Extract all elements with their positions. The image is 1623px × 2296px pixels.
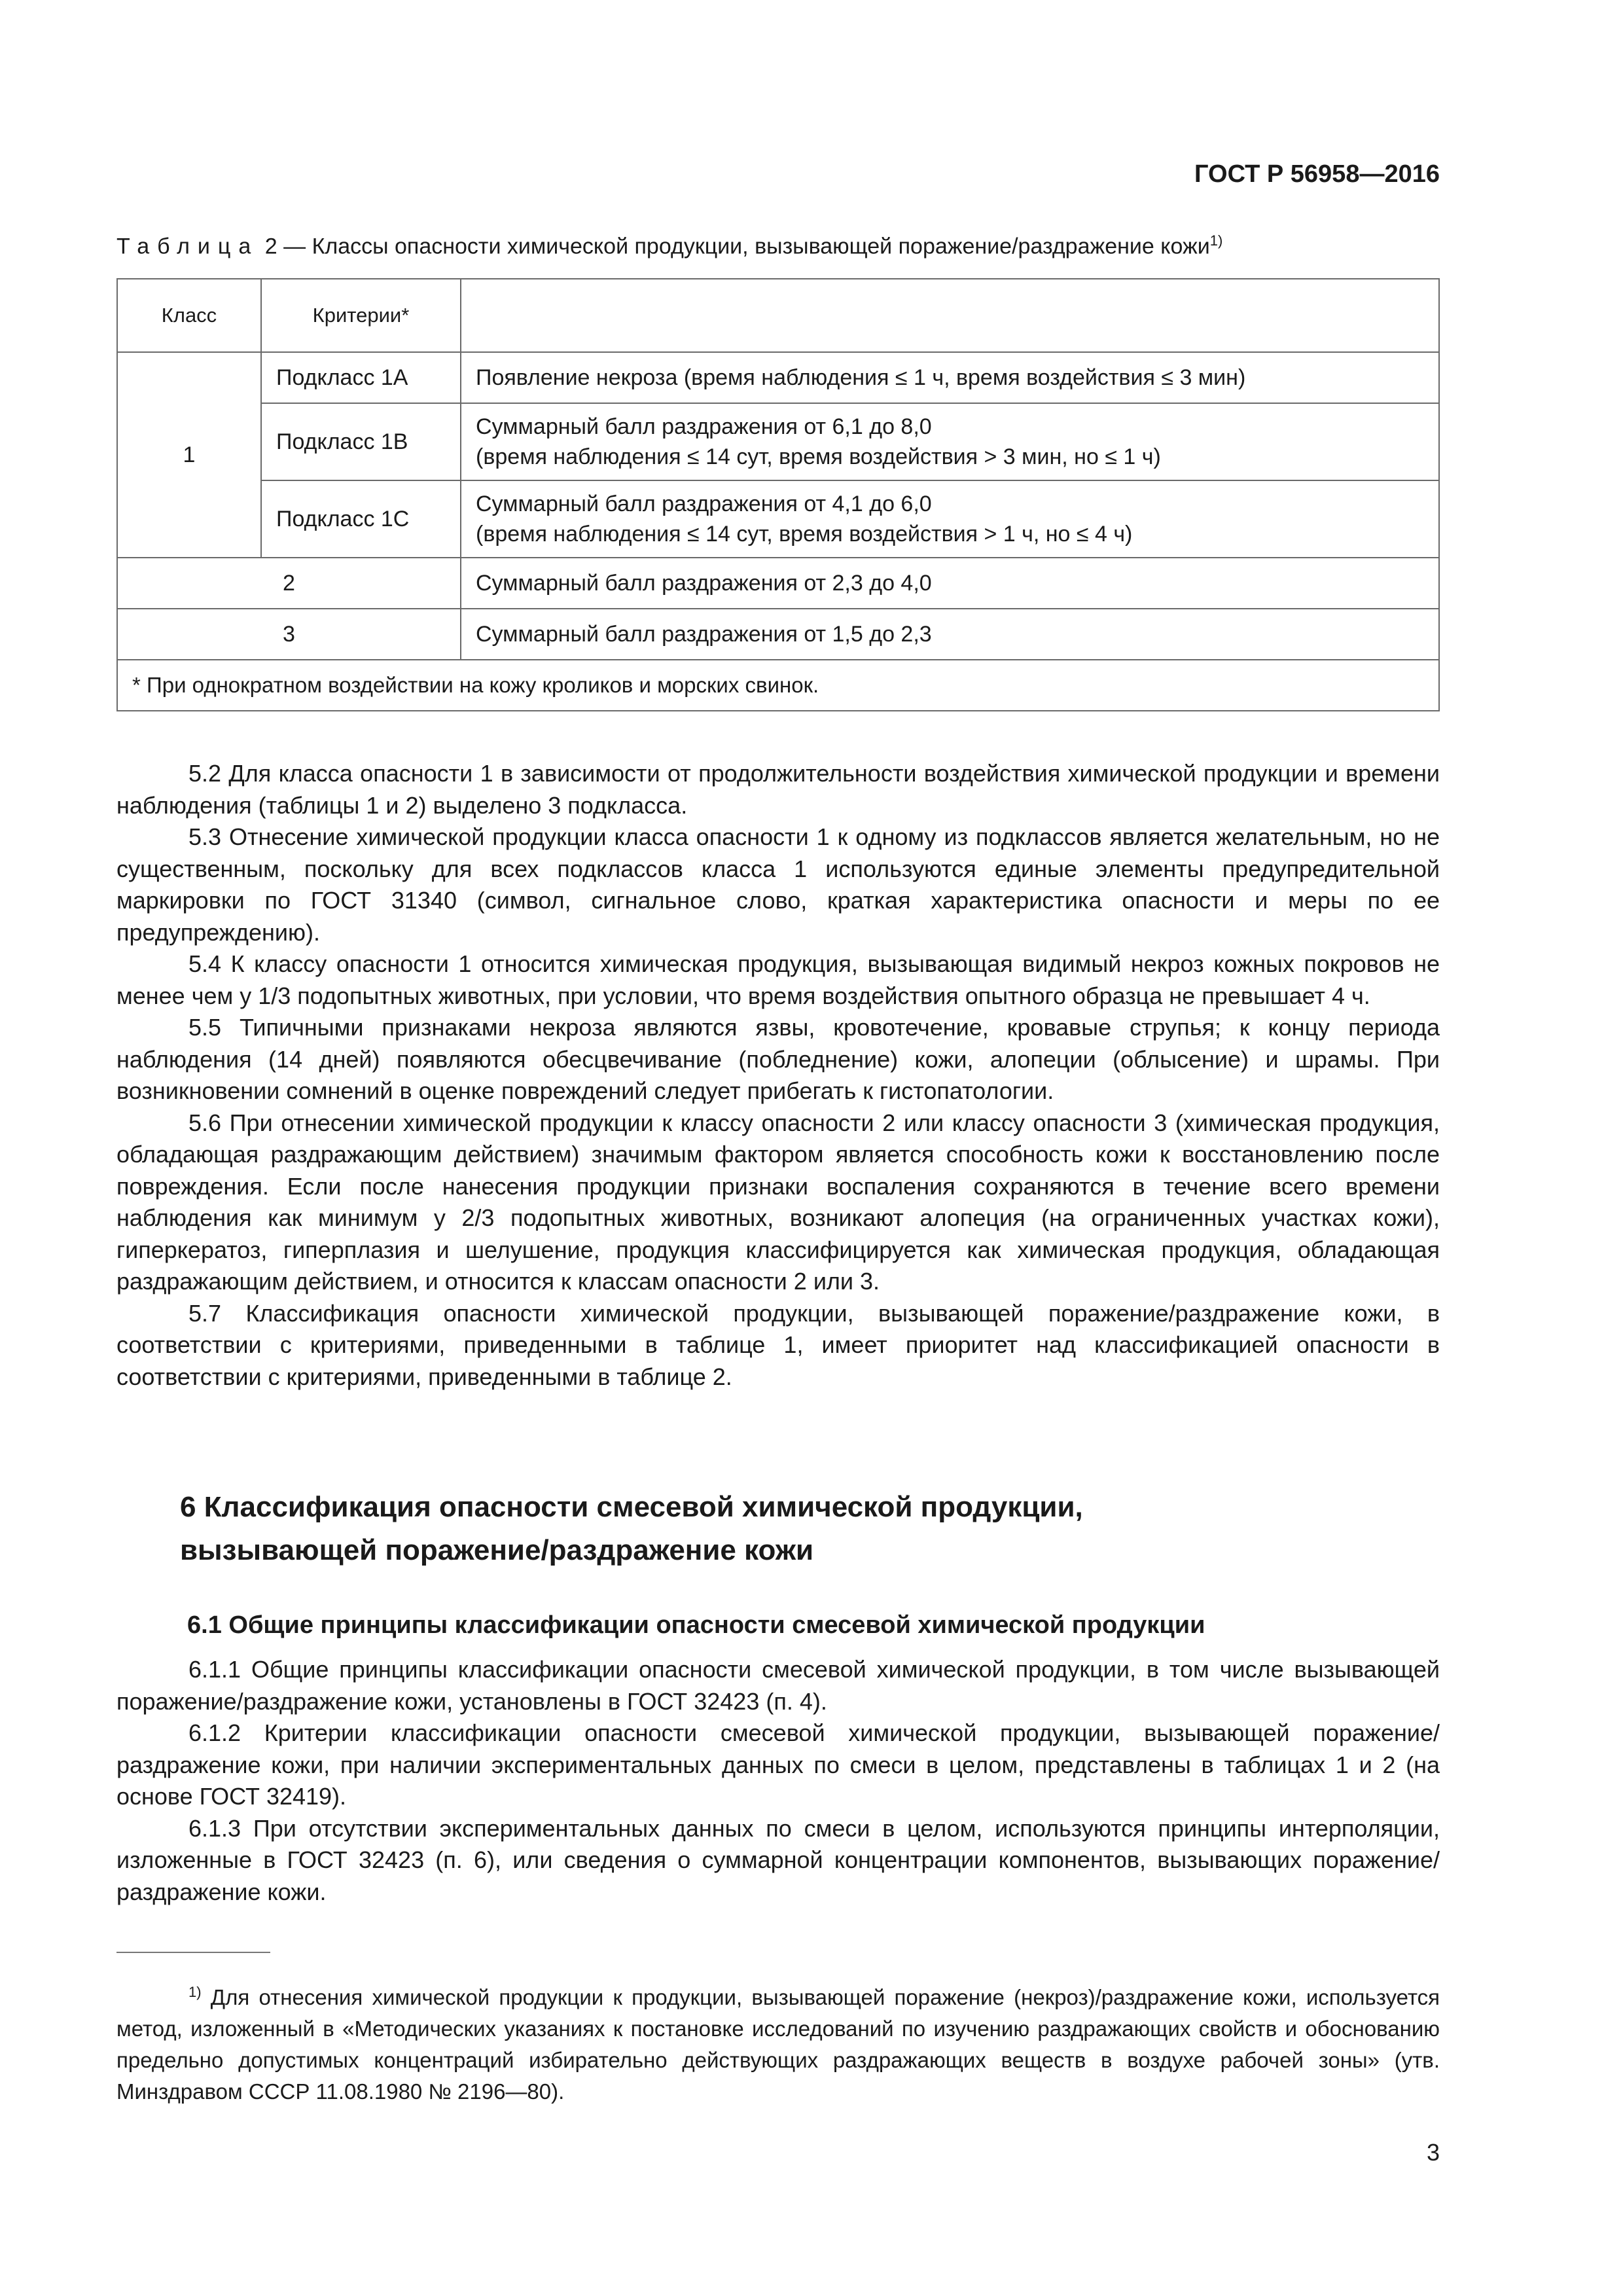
footnote-text: Для отнесения химической продукции к продукции, вызывающей поражение (некроз)/раздражение кожи, используется метод, изложенный в «Методических указаниях к постановке исследований по изучению раздражающих свойств и обоснованию предельно допустимых концентраций избирательно действующих раздражающих веществ в воздухе рабочей зоны» (утв. Минздравом СССР 11.08.1980 № 2196—80). [116,1985,1440,2104]
section-6-paragraphs [116,1654,1440,1908]
table-note-row [117,660,1439,711]
col-header-criteria: Критерии* [261,279,461,352]
page-number: 3 [1426,2139,1440,2166]
description-line: Суммарный балл раздражения от 4,1 до 6,0 [476,492,932,516]
subsection-6-1-title: 6.1 Общие принципы классификации опасности смесевой химической продукции [187,1611,1205,1639]
footnote [116,1977,1440,2108]
col-header-class: Класс [117,279,261,352]
table-row [117,558,1439,609]
table-row [117,352,1439,403]
paragraph-6-1-1: 6.1.1 Общие принципы классификации опасности смесевой химической продукции, в том числе вызывающей поражение/раздражение кожи, установлены в ГОСТ 32423 (п. 4). [116,1656,1440,1715]
document-designation: ГОСТ Р 56958—2016 [1194,160,1440,188]
class-2-cell: 2 [117,558,461,609]
class-1-cell: 1 [117,352,261,558]
table-header-row [117,279,1439,352]
subclass-label: Подкласс 1С [261,480,461,558]
description-line: (время наблюдения ≤ 14 сут, время воздействия > 3 мин, но ≤ 1 ч) [476,444,1161,469]
section-5-paragraphs [116,758,1440,1393]
hazard-class-table [116,278,1440,711]
table-row [117,403,1439,480]
description-line: Появление некроза (время наблюдения ≤ 1 ч, время воздействия ≤ 3 мин) [476,365,1246,390]
table-caption-label: Таблица [116,234,259,259]
paragraph-5-7: 5.7 Классификация опасности химической продукции, вызывающей поражение/раздражение кожи, в соответствии с критериями, приведенными в таблице 1, имеет приоритет над классификацией опасности в соответствии с критериями, приведенными в таблице 2. [116,1299,1440,1390]
table-caption-footnote-mark: 1) [1209,232,1223,249]
table-row [117,609,1439,660]
class-3-cell: 3 [117,609,461,660]
section-6-title-line-2: вызывающей поражение/раздражение кожи [180,1534,814,1566]
class-3-description: Суммарный балл раздражения от 1,5 до 2,3 [461,609,1439,660]
table-row [117,480,1439,558]
col-header-empty [461,279,1439,352]
subclass-description [461,403,1439,480]
subclass-description [461,480,1439,558]
paragraph-5-5: 5.5 Типичными признаками некроза являются язвы, кровотечение, кровавые струпья; к концу периода наблюдения (14 дней) появляются обесцвечивание (побледнение) кожи, алопеции (облысение) и шрамы. При возникновении сомнений в оценке повреждений следует прибегать к гистопатологии. [116,1014,1440,1104]
paragraph-6-1-2: 6.1.2 Критерии классификации опасности смесевой химической продукции, вызывающей поражение/раздражение кожи, при наличии экспериментальных данных по смеси в целом, представлены в таблицах 1 и 2 (на основе ГОСТ 32419). [116,1719,1440,1810]
description-line: (время наблюдения ≤ 14 сут, время воздействия > 1 ч, но ≤ 4 ч) [476,522,1133,547]
footnote-mark: 1) [188,1984,202,2000]
subclass-description [461,352,1439,403]
section-6-title [180,1486,1423,1572]
subclass-label: Подкласс 1В [261,403,461,480]
footnote-divider [116,1952,270,1953]
class-2-description: Суммарный балл раздражения от 2,3 до 4,0 [461,558,1439,609]
paragraph-5-6: 5.6 При отнесении химической продукции к классу опасности 2 или классу опасности 3 (химическая продукция, обладающая раздражающим действием) значимым фактором является способность кожи к восстановлению после повреждения. Если после нанесения продукции признаки воспаления сохраняются в течение всего времени наблюдения как минимум у 2/3 подопытных животных, возникают алопеция (на ограниченных участках кожи), гиперкератоз, гиперплазия и шелушение, продукция классифицируется как химическая продукция, обладающая раздражающим действием, и относится к классам опасности 2 или 3. [116,1109,1440,1295]
table-caption [116,232,1465,259]
subclass-label: Подкласс 1А [261,352,461,403]
description-line: Суммарный балл раздражения от 6,1 до 8,0 [476,414,932,439]
paragraph-6-1-3: 6.1.3 При отсутствии экспериментальных данных по смеси в целом, используются принципы интерполяции, изложенные в ГОСТ 32423 (п. 6), или сведения о суммарной концентрации компонентов, вызывающих поражение/раздражение кожи. [116,1814,1440,1905]
table-caption-text: 2 — Классы опасности химической продукции, вызывающей поражение/раздражение кожи [264,234,1210,259]
table-note: * При однократном воздействии на кожу кроликов и морских свинок. [117,660,1439,711]
paragraph-5-4: 5.4 К классу опасности 1 относится химическая продукция, вызывающая видимый некроз кожных покровов не менее чем у 1/3 подопытных животных, при условии, что время воздействия опытного образца не превышает 4 ч. [116,950,1440,1009]
section-6-title-line-1: 6 Классификация опасности смесевой химической продукции, [180,1491,1083,1523]
paragraph-5-2: 5.2 Для класса опасности 1 в зависимости от продолжительности воздействия химической продукции и времени наблюдения (таблицы 1 и 2) выделено 3 подкласса. [116,760,1440,819]
paragraph-5-3: 5.3 Отнесение химической продукции класса опасности 1 к одному из подклассов является желательным, но не существенным, поскольку для всех подклассов класса 1 используются единые элементы предупредительной маркировки по ГОСТ 31340 (символ, сигнальное слово, краткая характеристика опасности и меры по ее предупреждению). [116,823,1440,946]
